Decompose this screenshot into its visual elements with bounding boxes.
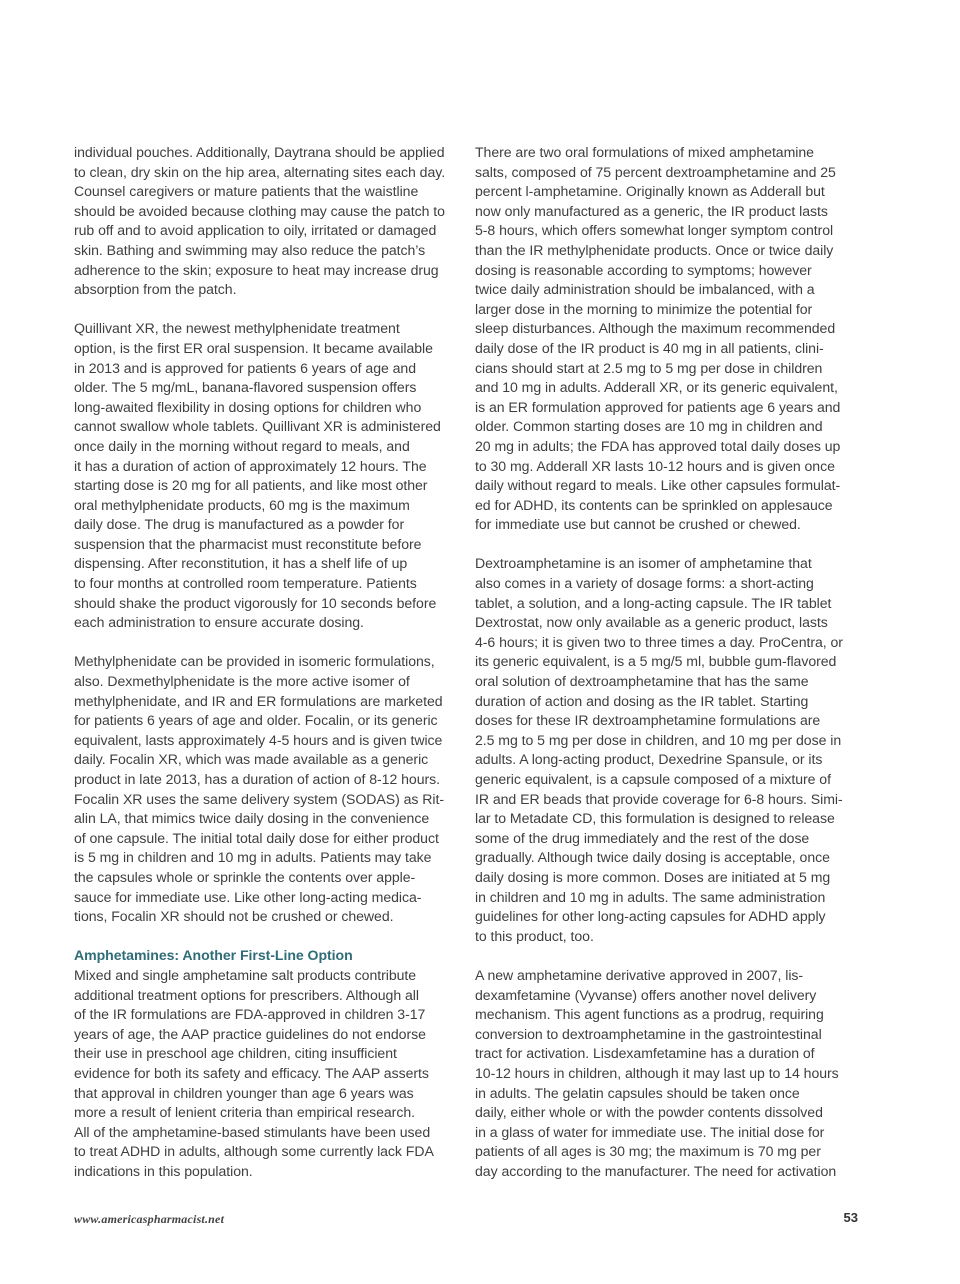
text-line: in children and 10 mg in adults. The same administration [475,888,826,905]
text-line: sauce for immediate use. Like other long-acting medica- [74,888,422,905]
text-line: tablet, a solution, and a long-acting capsule. The IR tablet [475,594,832,611]
text-line: 4-6 hours; it is given two to three times a day. ProCentra, or [475,633,843,650]
text-line: 5-8 hours, which offers somewhat longer symptom control [475,222,834,239]
text-line: older. The 5 mg/mL, banana-flavored suspension offers [74,379,417,396]
text-line: in adults. The gelatin capsules should be taken once [475,1084,800,1101]
text-line: for patients 6 years of age and older. Focalin, or its generic [74,712,438,729]
text-line: gradually. Although twice daily dosing is acceptable, once [475,849,830,866]
text-line: dexamfetamine (Vyvanse) offers another novel delivery [475,986,817,1003]
text-line: each administration to ensure accurate dosing. [74,614,364,631]
text-line: suspension that the pharmacist must reconstitute before [74,535,422,552]
text-line: tract for activation. Lisdexamfetamine has a duration of [475,1045,815,1062]
text-line: tions, Focalin XR should not be crushed or chewed. [74,908,394,925]
footer-url[interactable]: www.americaspharmacist.net [74,1212,225,1226]
text-line: sleep disturbances. Although the maximum recommended [475,320,836,337]
text-line: A new amphetamine derivative approved in 2007, lis- [475,966,804,983]
text-line: to treat ADHD in adults, although some currently lack FDA [74,1143,434,1160]
text-line: to 30 mg. Adderall XR lasts 10-12 hours and is given once [475,457,835,474]
text-line: Counsel caregivers or mature patients that the waistline [74,183,419,200]
text-line: also comes in a variety of dosage forms: a short-acting [475,575,814,592]
text-line: ed for ADHD, its contents can be sprinkled on applesauce [475,496,833,513]
text-line: larger dose in the morning to minimize the potential for [475,300,813,317]
text-line: adults. A long-acting product, Dexedrine Spansule, or its [475,751,823,768]
text-line: older. Common starting doses are 10 mg in children and [475,418,823,435]
page-number: 53 [843,1210,858,1225]
text-line: its generic equivalent, is a 5 mg/5 ml, bubble gum-flavored [475,653,837,670]
text-line: absorption from the patch. [74,281,237,298]
text-line: indications in this population. [74,1162,253,1179]
text-line: skin. Bathing and swimming may also reduce the patch’s [74,241,426,258]
paragraph-quillivant [74,319,462,633]
text-line: it has a duration of action of approximately 12 hours. The [74,457,427,474]
text-line: day according to the manufacturer. The need for activation [475,1162,837,1179]
text-line: equivalent, lasts approximately 4-5 hours and is given twice [74,731,443,748]
paragraph-dextroamphetamine [475,554,859,946]
text-line: is an ER formulation approved for patients age 6 years and [475,398,841,415]
text-line: twice daily administration should be imbalanced, with a [475,281,815,298]
text-line: some of the drug immediately and the rest of the dose [475,829,810,846]
paragraph-amphetamine-salts [74,966,462,1182]
text-line: Focalin XR uses the same delivery system (SODAS) as Rit- [74,790,445,807]
text-line: Quillivant XR, the newest methylphenidate treatment [74,320,400,337]
text-line: than the IR methylphenidate products. Once or twice daily [475,241,834,258]
text-line: IR and ER beads that provide coverage for 6-8 hours. Simi- [475,790,843,807]
text-line: adherence to the skin; exposure to heat may increase drug [74,261,439,278]
text-line: doses for these IR dextroamphetamine formulations are [475,712,821,729]
text-line: daily, either whole or with the powder contents dissolved [475,1104,823,1121]
left-column [74,143,462,1181]
text-line: is 5 mg in children and 10 mg in adults. Patients may take [74,849,432,866]
text-line: dosing is reasonable according to symptoms; however [475,261,812,278]
text-line: to four months at controlled room temperature. Patients [74,575,417,592]
text-line: should shake the product vigorously for 10 seconds before [74,594,437,611]
text-line: to clean, dry skin on the hip area, alternating sites each day. [74,163,446,180]
text-line: lar to Metadate CD, this formulation is designed to release [475,810,835,827]
text-line: salts, composed of 75 percent dextroamphetamine and 25 [475,163,836,180]
text-line: Dextroamphetamine is an isomer of amphetamine that [475,555,812,572]
text-line: that approval in children younger than age 6 years was [74,1084,414,1101]
text-line: 20 mg in adults; the FDA has approved total daily doses up [475,437,841,454]
text-line: individual pouches. Additionally, Daytrana should be applied [74,144,445,160]
paragraph-dexmethylphenidate [74,652,462,926]
text-line: years of age, the AAP practice guidelines do not endorse [74,1025,426,1042]
text-line: and 10 mg in adults. Adderall XR, or its generic equivalent, [475,379,838,396]
text-line: to this product, too. [475,927,594,944]
text-line: All of the amphetamine-based stimulants have been used [74,1123,431,1140]
text-line: There are two oral formulations of mixed amphetamine [475,144,814,160]
text-line: dispensing. After reconstitution, it has a shelf life of up [74,555,408,572]
text-line: long-awaited flexibility in dosing options for children who [74,398,422,415]
text-line: alin LA, that mimics twice daily dosing in the convenience [74,810,430,827]
text-line: guidelines for other long-acting capsules for ADHD apply [475,908,826,925]
text-line: once daily in the morning without regard to meals, and [74,437,410,454]
text-line: evidence for both its safety and efficacy. The AAP asserts [74,1064,429,1081]
text-line: their use in preschool age children, citing insufficient [74,1045,397,1062]
text-line: duration of action and dosing as the IR tablet. Starting [475,692,809,709]
paragraph-daytrana [74,143,462,300]
text-line: also. Dexmethylphenidate is the more active isomer of [74,673,410,690]
text-line: Mixed and single amphetamine salt products contribute [74,966,417,983]
text-line: Dextrostat, now only available as a generic product, lasts [475,614,828,631]
paragraph-lisdexamfetamine [475,966,859,1182]
text-line: cians should start at 2.5 mg to 5 mg per dose in children [475,359,823,376]
text-line: cannot swallow whole tablets. Quillivant XR is administered [74,418,441,435]
text-line: methylphenidate, and IR and ER formulations are marketed [74,692,443,709]
text-line: oral solution of dextroamphetamine that has the same [475,673,809,690]
section-heading-amphetamines: Amphetamines: Another First-Line Option [74,947,353,964]
text-line: percent l-amphetamine. Originally known as Adderall but [475,183,825,200]
text-line: daily dose. The drug is manufactured as a powder for [74,516,405,533]
paragraph-mixed-amphetamine-salts [475,143,859,535]
right-column [475,143,859,1181]
text-line: Methylphenidate can be provided in isomeric formulations, [74,653,435,670]
text-line: daily without regard to meals. Like other capsules formulat- [475,477,841,494]
text-line: patients of all ages is 30 mg; the maximum is 70 mg per [475,1143,821,1160]
text-line: of one capsule. The initial total daily dose for either product [74,829,439,846]
text-line: starting dose is 20 mg for all patients, and like most other [74,477,428,494]
text-line: of the IR formulations are FDA-approved in children 3-17 [74,1006,426,1023]
text-line: product in late 2013, has a duration of action of 8-12 hours. [74,771,440,787]
text-line: additional treatment options for prescribers. Although all [74,986,419,1003]
text-line: generic equivalent, is a capsule composed of a mixture of [475,771,831,787]
text-line: the capsules whole or sprinkle the contents over apple- [74,868,416,885]
text-line: 2.5 mg to 5 mg per dose in children, and 10 mg per dose in [475,731,842,748]
text-line: for immediate use but cannot be crushed or chewed. [475,516,801,533]
text-line: daily dosing is more common. Doses are initiated at 5 mg [475,868,831,885]
text-line: daily. Focalin XR, which was made available as a generic [74,751,429,768]
text-line: more a result of lenient criteria than empirical research. [74,1104,415,1121]
text-line: now only manufactured as a generic, the IR product lasts [475,202,828,219]
text-line: conversion to dextroamphetamine in the gastrointestinal [475,1025,822,1042]
text-line: option, is the first ER oral suspension. It became available [74,339,433,356]
text-line: oral methylphenidate products, 60 mg is the maximum [74,496,410,513]
text-line: rub off and to avoid application to oily, irritated or damaged [74,222,437,239]
text-line: should be avoided because clothing may cause the patch to [74,202,445,219]
text-line: in 2013 and is approved for patients 6 years of age and [74,359,417,376]
text-line: in a glass of water for immediate use. The initial dose for [475,1123,825,1140]
text-line: mechanism. This agent functions as a prodrug, requiring [475,1006,824,1023]
text-line: 10-12 hours in children, although it may last up to 14 hours [475,1064,839,1081]
text-line: daily dose of the IR product is 40 mg in all patients, clini- [475,339,824,356]
